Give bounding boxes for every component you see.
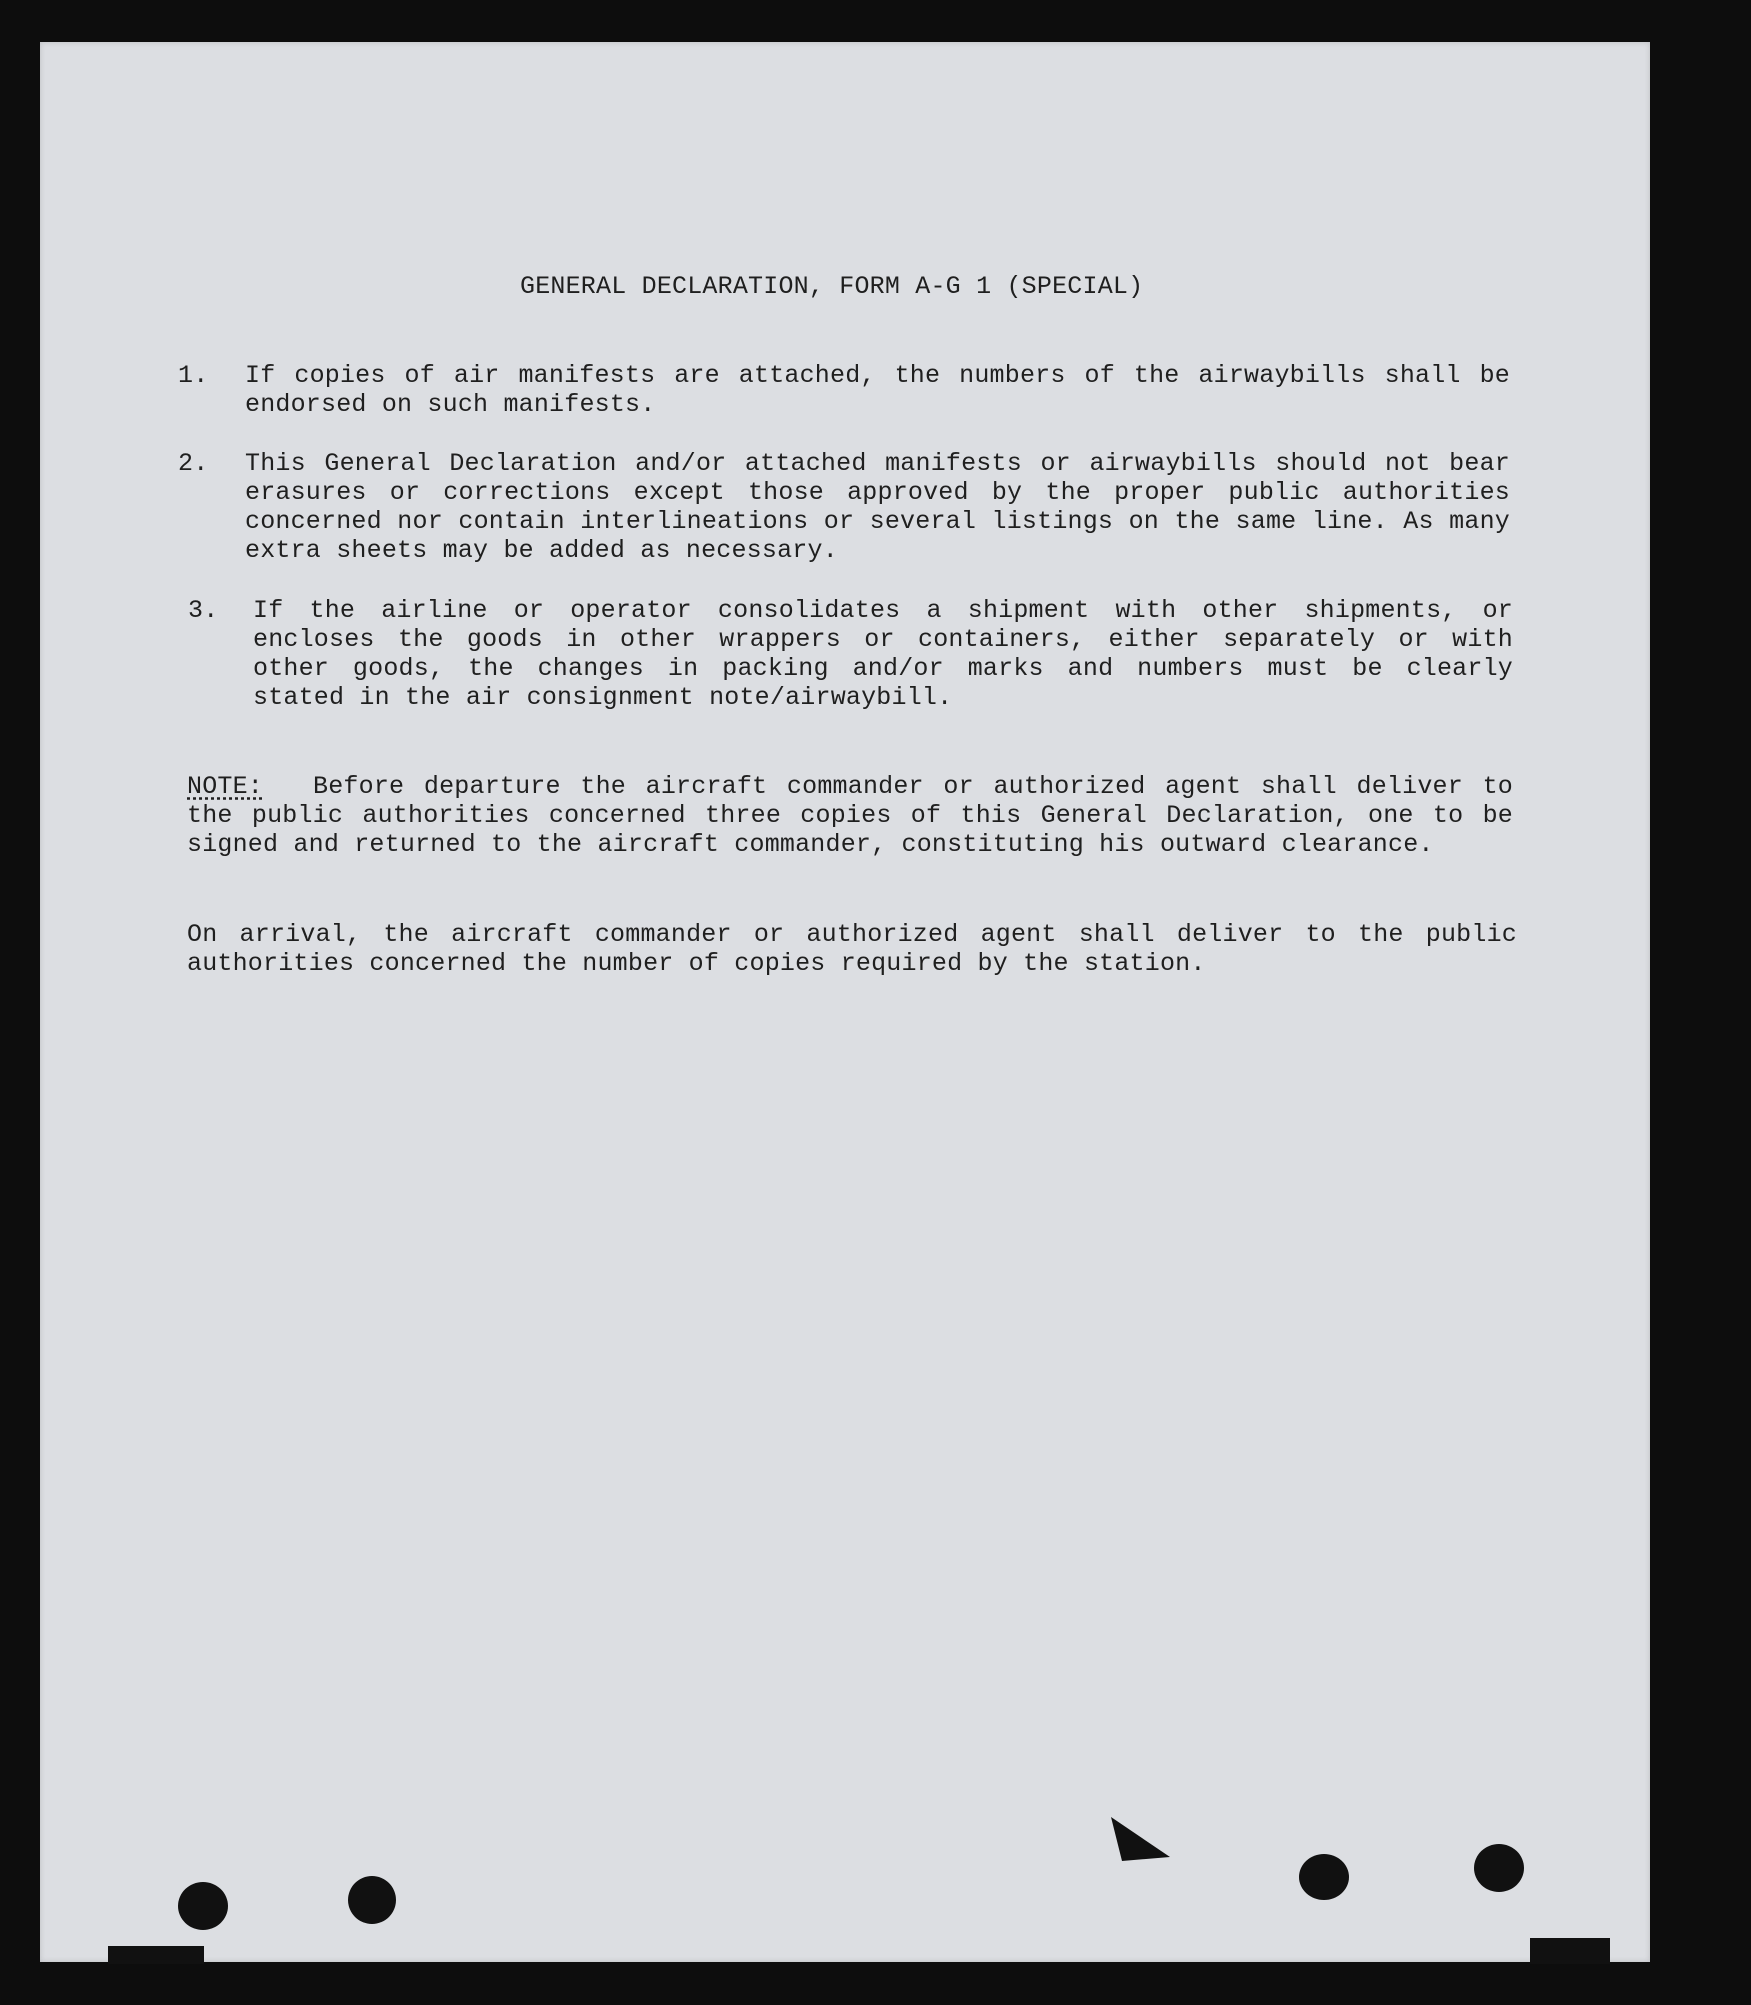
note-text: Before departure the aircraft commander or authorized agent shall deliver to the public authorities concerned three copies of this General Declaration, one to be signed and returned to the aircraft commander, constituting his outward clearance. [187, 772, 1513, 859]
punch-hole [1474, 1844, 1524, 1892]
note-paragraph [187, 772, 1513, 859]
item-text: If the airline or operator consolidates a shipment with other shipments, or encloses the goods in other wrappers or containers, either separately or with other goods, the changes in packing and/or marks and numbers must be clearly stated in the air consignment note/airwaybill. [253, 596, 1513, 712]
punch-hole [348, 1876, 396, 1924]
item-text: If copies of air manifests are attached, the numbers of the airwaybills shall be endorsed on such manifests. [245, 361, 1510, 419]
punch-hole [1299, 1854, 1349, 1900]
torn-edge [1530, 1938, 1610, 1964]
item-number: 2. [178, 449, 209, 478]
note-label: NOTE: [187, 772, 264, 801]
torn-edge [108, 1946, 204, 1964]
item-number: 1. [178, 361, 209, 390]
item-number: 3. [188, 596, 219, 625]
punch-hole [178, 1882, 228, 1930]
document-title: GENERAL DECLARATION, FORM A-G 1 (SPECIAL) [520, 272, 1144, 301]
paper-sheet [40, 42, 1650, 1962]
torn-corner-mark [1108, 1815, 1178, 1875]
item-text: This General Declaration and/or attached manifests or airwaybills should not bear erasures or corrections except those approved by the proper public authorities concerned nor contain interlineations or several listings on the same line. As many extra sheets may be added as necessary. [245, 449, 1510, 565]
arrival-paragraph: On arrival, the aircraft commander or authorized agent shall deliver to the public authorities concerned the number of copies required by the station. [187, 920, 1517, 978]
